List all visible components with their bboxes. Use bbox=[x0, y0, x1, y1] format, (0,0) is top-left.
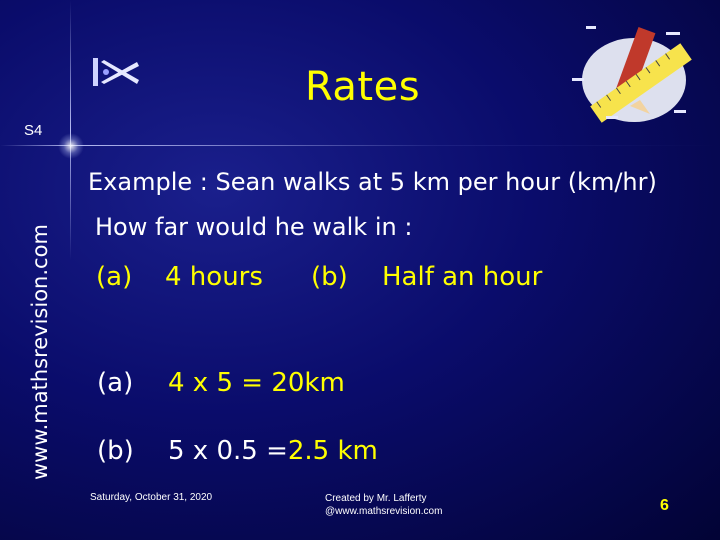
decorative-horizontal-line bbox=[0, 145, 720, 146]
answer-a bbox=[168, 368, 345, 398]
question-text: How far would he walk in : bbox=[95, 213, 413, 241]
slide-title: Rates bbox=[305, 64, 421, 110]
option-b-text: Half an hour bbox=[382, 262, 543, 292]
option-a-text: 4 hours bbox=[165, 262, 263, 292]
answer-a-expression: 4 x 5 = bbox=[168, 368, 272, 398]
decorative-vertical-line bbox=[70, 0, 71, 260]
scissors-icon bbox=[92, 52, 142, 92]
footer-date: Saturday, October 31, 2020 bbox=[90, 492, 213, 503]
answer-a-label: (a) bbox=[97, 368, 134, 398]
answer-b bbox=[168, 436, 378, 466]
star-glow-icon bbox=[58, 133, 84, 159]
footer-credit-line2: @www.mathsrevision.com bbox=[325, 506, 443, 517]
example-text: Example : Sean walks at 5 km per hour (km/hr) bbox=[88, 168, 657, 196]
answer-b-expression: 5 x 0.5 = bbox=[168, 436, 288, 466]
page-number: 6 bbox=[660, 497, 669, 514]
level-label: S4 bbox=[24, 122, 43, 139]
answer-b-result: 2.5 km bbox=[287, 436, 378, 466]
option-a-label: (a) bbox=[96, 262, 133, 292]
answer-a-result: 20km bbox=[271, 368, 345, 398]
pencil-ruler-clipart bbox=[566, 18, 696, 128]
footer-credit-line1: Created by Mr. Lafferty bbox=[325, 493, 427, 504]
vertical-website-label: www.mathsrevision.com bbox=[28, 224, 52, 480]
footer-credit bbox=[325, 492, 442, 518]
answer-b-label: (b) bbox=[97, 436, 134, 466]
option-b-label: (b) bbox=[311, 262, 348, 292]
